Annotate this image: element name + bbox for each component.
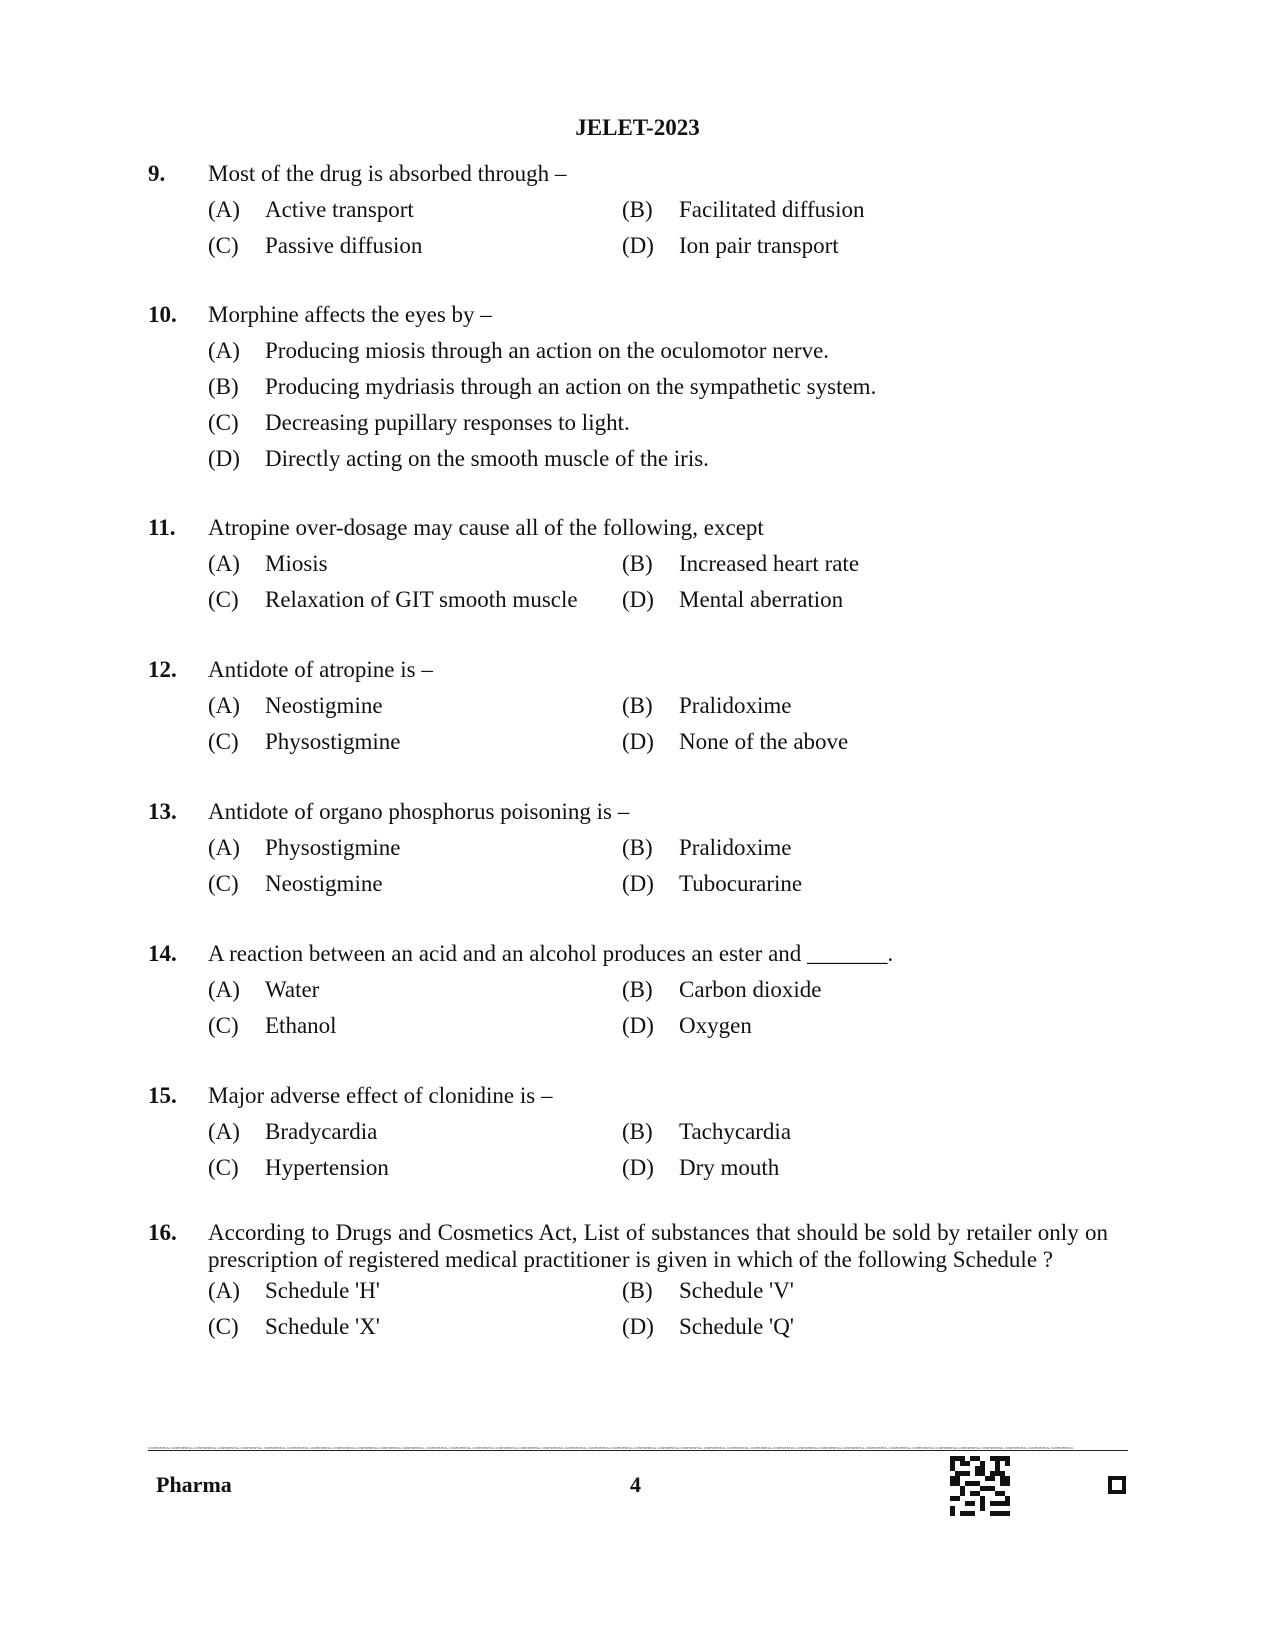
question-number: 15. (148, 1083, 177, 1108)
question-15 (148, 1078, 1108, 1186)
option-d: (D) None of the above (622, 729, 849, 754)
question-number: 10. (148, 302, 177, 327)
page-title: JELET-2023 (575, 115, 700, 140)
option-b: (B) Carbon dioxide (622, 977, 822, 1002)
option-b: (B) Tachycardia (622, 1119, 792, 1144)
question-text: Major adverse effect of clonidine is – (208, 1083, 553, 1108)
question-text: According to Drugs and Cosmetics Act, List of substances that should be sold by retailer only on prescription of registered medical practitioner is given in which of the following Schedule ? (208, 1220, 1108, 1272)
question-number: 9. (148, 161, 166, 186)
option-a: (A) Water (208, 977, 320, 1002)
option-b: (B) Increased heart rate (622, 551, 860, 576)
option-c: (C) Passive diffusion (208, 233, 423, 258)
footer-subject: Pharma (156, 1472, 232, 1497)
option-b: (B) Pralidoxime (622, 835, 792, 860)
question-text: Antidote of atropine is – (208, 657, 433, 682)
page-number: 4 (630, 1472, 641, 1497)
question-11 (148, 510, 1108, 618)
option-b: (B) Pralidoxime (622, 693, 792, 718)
option-a: (A) Schedule 'H' (208, 1278, 380, 1303)
option-d: (D) Ion pair transport (622, 233, 839, 258)
option-c: (C) Physostigmine (208, 729, 401, 754)
option-d: (D) Oxygen (622, 1013, 752, 1038)
question-10 (148, 297, 1108, 477)
question-text: Antidote of organo phosphorus poisoning is – (208, 799, 630, 824)
option-b: (B) Producing mydriasis through an action on the sympathetic system. (208, 374, 877, 399)
question-text: Morphine affects the eyes by – (208, 302, 492, 327)
option-a: (A) Bradycardia (208, 1119, 378, 1144)
question-12 (148, 652, 1108, 760)
option-d: (D) Directly acting on the smooth muscle of the iris. (208, 446, 709, 471)
option-d: (D) Schedule 'Q' (622, 1314, 794, 1339)
option-a: (A) Neostigmine (208, 693, 383, 718)
option-c: (C) Schedule 'X' (208, 1314, 380, 1339)
question-text: A reaction between an acid and an alcohol produces an ester and _______. (208, 941, 894, 966)
option-c: (C) Hypertension (208, 1155, 389, 1180)
question-number: 13. (148, 799, 177, 824)
confidential-strip: CONFIDENTIAL CONFIDENTIAL CONFIDENTIAL CONFIDENTIAL CONFIDENTIAL CONFIDENTIAL CONFIDENTIAL CONFIDENTIAL CONFIDENTIAL CONFIDENTIAL CONFIDENTIAL CONFIDENTIAL CONFIDENTIAL CONFIDENTIAL CONFIDENTIAL CONFIDENTIAL CONFIDENTIAL CONFIDENTIAL CONFIDENTIAL CONFIDENTIAL CONFIDENTIAL CONFIDENTIAL CONFIDENTIAL CONFIDENTIAL CONFIDENTIAL CONFIDENTIAL CONFIDENTIAL CONFIDENTIAL CONFIDENTIAL CONFIDENTIAL CONFIDENTIAL CONFIDENTIAL CONFIDENTIAL CONFIDENTIAL CONFIDENTIAL CONFIDENTIAL CONFIDENTIAL CONFIDENTIAL CONFIDENTIAL CONFIDENTIAL (148, 1446, 1128, 1451)
option-c: (C) Ethanol (208, 1013, 337, 1038)
qr-code-icon (950, 1456, 1010, 1516)
option-c: (C) Relaxation of GIT smooth muscle (208, 587, 578, 612)
question-13 (148, 794, 1108, 902)
option-c: (C) Decreasing pupillary responses to light. (208, 410, 630, 435)
question-number: 16. (148, 1220, 177, 1245)
question-16 (148, 1214, 1108, 1345)
option-a: (A) Producing miosis through an action on the oculomotor nerve. (208, 338, 830, 363)
option-a: (A) Miosis (208, 551, 328, 576)
question-number: 14. (148, 941, 177, 966)
question-text: Atropine over-dosage may cause all of the following, except (208, 515, 764, 540)
option-a: (A) Physostigmine (208, 835, 401, 860)
question-number: 12. (148, 657, 177, 682)
option-b: (B) Facilitated diffusion (622, 197, 865, 222)
option-d: (D) Tubocurarine (622, 871, 803, 896)
square-marker-icon (1108, 1476, 1126, 1494)
option-c: (C) Neostigmine (208, 871, 383, 896)
option-b: (B) Schedule 'V' (622, 1278, 794, 1303)
question-number: 11. (148, 515, 176, 540)
question-9 (148, 156, 1108, 264)
option-d: (D) Mental aberration (622, 587, 844, 612)
option-a: (A) Active transport (208, 197, 414, 222)
question-14 (148, 936, 1108, 1044)
question-text: Most of the drug is absorbed through – (208, 161, 567, 186)
option-d: (D) Dry mouth (622, 1155, 780, 1180)
